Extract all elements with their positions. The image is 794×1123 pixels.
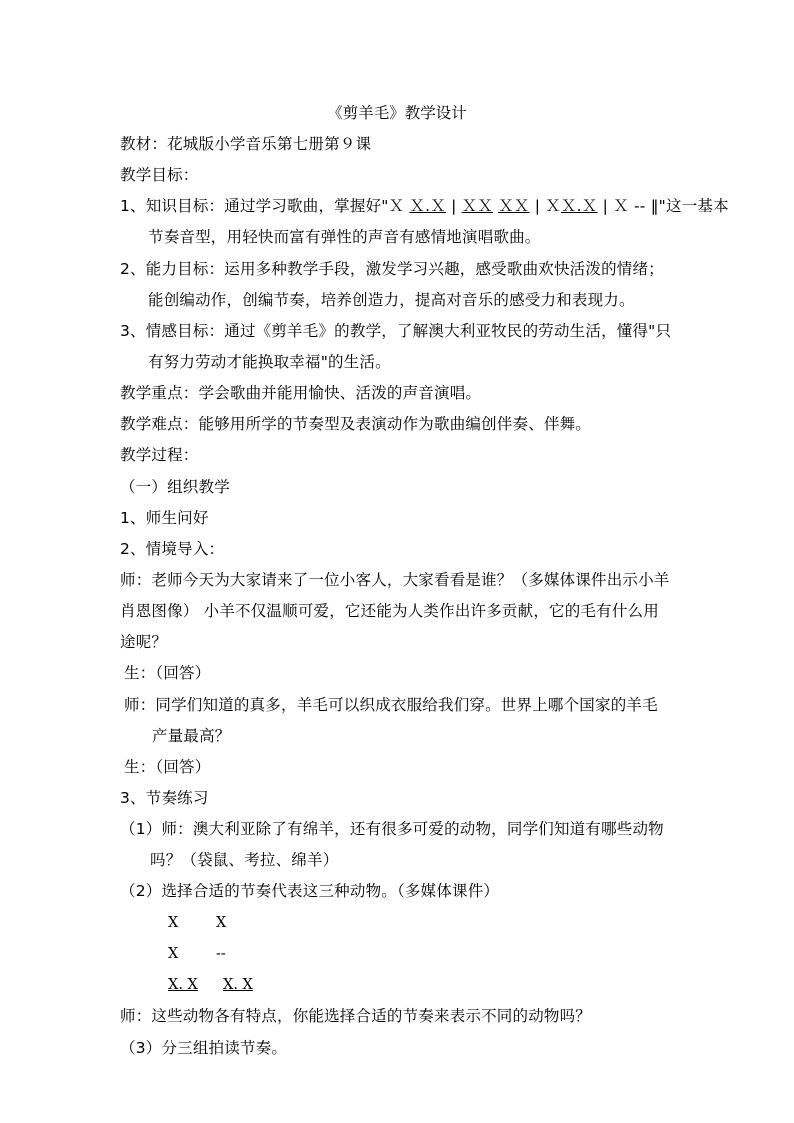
key-point: 教学重点：学会歌曲并能用愉快、活泼的声音演唱。 [120, 384, 482, 402]
document-title: 《剪羊毛》教学设计 [327, 104, 467, 122]
bar-separator: | [445, 197, 462, 215]
sub-step-3: （3）分三组拍读节奏。 [120, 1039, 288, 1057]
goal-knowledge-line2: 节奏音型，用轻快而富有弹性的声音有感情地演唱歌曲。 [148, 228, 541, 246]
teacher2-line2: 产量最高？ [152, 727, 231, 745]
teacher-line3: 途呢？ [120, 633, 168, 651]
goal-ability-line1: 2、能力目标：运用多种教学手段，激发学习兴趣，感受歌曲欢快活泼的情绪； [120, 260, 664, 278]
student-answer-2: 生：（回答） [124, 758, 211, 776]
goal-emotion-line2: 有努力劳动才能换取幸福"的生活。 [148, 353, 391, 371]
rhythm-eighths-2: ＸＸ [498, 197, 530, 215]
sub-step-2: （2）选择合适的节奏代表这三种动物。（多媒体课件） [120, 882, 500, 900]
rhythm-row2-b: -- [216, 946, 226, 962]
rhythm-dotted-1: Ｘ.Ｘ [409, 197, 446, 215]
step-rhythm-practice: 3、节奏练习 [120, 789, 209, 807]
student-answer-1: 生：（回答） [124, 664, 211, 682]
difficulty: 教学难点：能够用所学的节奏型及表演动作为歌曲编创伴奏、伴舞。 [120, 415, 592, 433]
rhythm-eighths-1: ＸＸ [461, 197, 494, 215]
teacher-line2: 肖恩图像） 小羊不仅温顺可爱，它还能为人类作出许多贡献，它的毛有什么用 [120, 602, 659, 620]
step-intro: 2、情境导入： [120, 540, 225, 558]
textbook-line: 教材：花城版小学音乐第七册第９课 [120, 135, 372, 153]
rhythm-row1-b: X [216, 915, 227, 931]
goal-emotion-line1: 3、情感目标：通过《剪羊毛》的教学，了解澳大利亚牧民的劳动生活，懂得"只 [120, 322, 672, 340]
teacher-line1: 师：老师今天为大家请来了一位小客人，大家看看是谁？（多媒体课件出示小羊 [120, 571, 670, 589]
sub-step-1-line2: 吗？（袋鼠、考拉、绵羊） [150, 851, 339, 869]
rhythm-row3-b: X. X [223, 977, 253, 993]
rhythm-row2-a: X [168, 946, 179, 962]
goal-knowledge-suffix: | Ｘ -- ‖"这一基本 [597, 197, 729, 215]
goal-ability-line2: 能创编动作，创编节奏，培养创造力，提高对音乐的感受力和表现力。 [148, 291, 635, 309]
process-heading: 教学过程： [120, 446, 199, 464]
section-organize: （一）组织教学 [120, 478, 230, 496]
sub-step-1-line1: （1）师：澳大利亚除了有绵羊，还有很多可爱的动物，同学们知道有哪些动物 [120, 820, 664, 838]
rhythm-row3-a: X. X [168, 977, 198, 993]
teacher2-line1: 师：同学们知道的真多，羊毛可以织成衣服给我们穿。世界上哪个国家的羊毛 [124, 696, 658, 714]
goals-heading: 教学目标： [120, 166, 199, 184]
step-greeting: 1、师生问好 [120, 509, 209, 527]
rhythm-dotted-2: Ｘ.Ｘ [560, 197, 598, 215]
bar-separator: | Ｘ [529, 197, 561, 215]
goal-knowledge-prefix: 1、知识目标：通过学习歌曲，掌握好"Ｘ [120, 197, 410, 215]
rhythm-row1-a: X [168, 915, 179, 931]
teacher3: 师：这些动物各有特点，你能选择合适的节奏来表示不同的动物吗？ [120, 1007, 592, 1025]
goal-knowledge-line1 [120, 195, 729, 217]
